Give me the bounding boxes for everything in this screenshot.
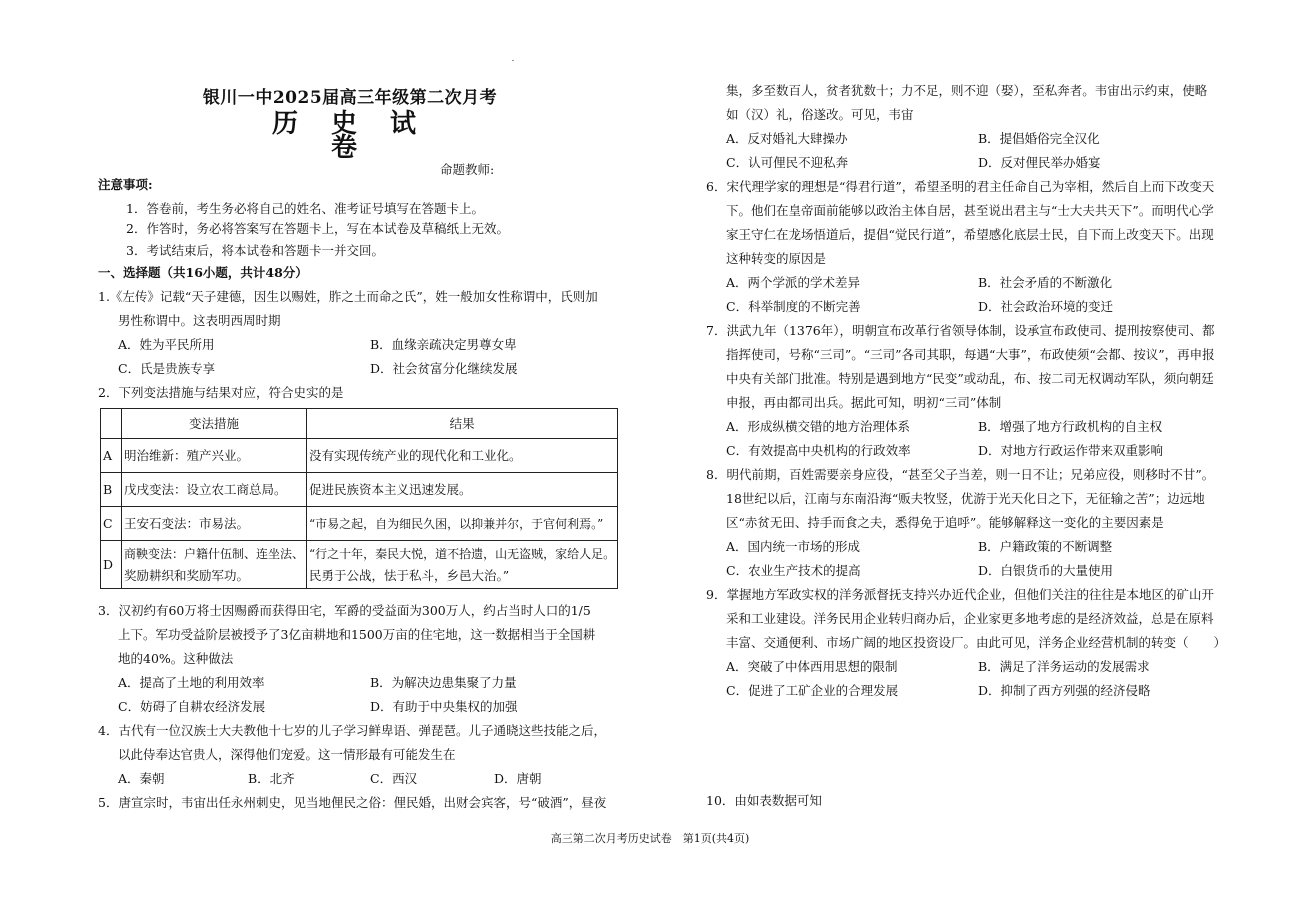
row-key: C: [101, 507, 122, 541]
q1-line-1: 1.《左传》记载“天子建德，因生以赐姓，胙之土而命之氏”，姓一般加女性称谓中，氏则加: [98, 289, 598, 304]
q7-line-1: 7．洪武九年（1376年），明朝宣布改革行省领导体制，设承宣布政使司、提刑按察使司、都: [706, 323, 1215, 338]
q9-line-2: 采和工业建设。洋务民用企业转归商办后，企业家更多地考虑的是经济效益，总是在原料: [726, 611, 1214, 626]
page-footer: 高三第二次月考历史试卷 第1页(共4页): [550, 832, 750, 845]
q8-line-1: 8．明代前期，百姓需要亲身应役，“甚至父子当差，则一日不让；兄弟应役，则移时不甘”。: [706, 467, 1215, 482]
notice-item-2: 2．作答时，务必将答案写在答题卡上，写在本试卷及草稿纸上无效。: [126, 221, 509, 236]
q7-option-c: C．有效提高中央机构的行政效率: [726, 443, 911, 458]
notice-heading: 注意事项:: [98, 177, 153, 192]
q6-option-b: B．社会矛盾的不断激化: [978, 275, 1113, 290]
q2-stem: 2．下列变法措施与结果对应，符合史实的是: [98, 385, 344, 400]
row-measure-line-1: 商鞅变法：户籍什伍制、连坐法、: [124, 546, 305, 561]
notice-item-1: 1．答卷前，考生务必将自己的姓名、准考证号填写在答题卡上。: [126, 201, 484, 216]
table-header-row: [101, 409, 618, 439]
q4-line-2: 以此侍奉达官贵人，深得他们宠爱。这一情形最有可能发生在: [118, 747, 456, 762]
q4-option-b: B．北齐: [248, 771, 295, 786]
q10-stem: 10．由如表数据可知: [706, 793, 822, 808]
q3-line-1: 3．汉初约有60万将士因赐爵而获得田宅，军爵的受益面为300万人，约占当时人口的1/5: [98, 603, 591, 618]
table-header-key: [101, 409, 122, 439]
q9-option-b: B．满足了洋务运动的发展需求: [978, 659, 1150, 674]
row-result: 促进民族资本主义迅速发展。: [307, 473, 618, 507]
row-result: 没有实现传统产业的现代化和工业化。: [307, 439, 618, 473]
table-row: [101, 439, 618, 473]
q4-line-1: 4．古代有一位汉族士大夫教他十七岁的儿子学习鲜卑语、弹琵琶。儿子通晓这些技能之后，: [98, 723, 606, 738]
q1-option-c: C．氏是贵族专享: [118, 361, 216, 376]
subject-title: 历 史 试 卷: [271, 109, 429, 163]
q3-option-b: B．为解决边患集聚了力量: [370, 675, 517, 690]
q1-option-a: A．姓为平民所用: [118, 337, 215, 352]
row-key: D: [101, 541, 122, 589]
q5-option-c: C．认可俚民不迎私奔: [726, 155, 849, 170]
q5-option-d: D．反对俚民举办婚宴: [978, 155, 1101, 170]
q1-option-d: D．社会贫富分化继续发展: [370, 361, 518, 376]
row-result: [307, 541, 618, 589]
q6-line-2: 下。他们在皇帝面前能够以政治主体自居，甚至说出君主与“士大夫共天下”。而明代心学: [726, 203, 1214, 218]
q6-option-a: A．两个学派的学术差异: [726, 275, 861, 290]
row-measure: 明治维新：殖产兴业。: [122, 439, 307, 473]
row-result-line-2: 民勇于公战，怯于私斗，乡邑大治。”: [309, 567, 510, 583]
q1-option-b: B．血缘亲疏决定男尊女卑: [370, 337, 517, 352]
q6-line-4: 这种转变的原因是: [726, 251, 827, 266]
q7-option-b: B．增强了地方行政机构的自主权: [978, 419, 1163, 434]
q3-option-a: A．提高了土地的利用效率: [118, 675, 265, 690]
q8-option-a: A．国内统一市场的形成: [726, 539, 861, 554]
q4-option-d: D．唐朝: [494, 771, 542, 786]
teacher-label: 命题教师:: [440, 162, 495, 177]
q1-line-2: 男性称谓中。这表明西周时期: [118, 313, 281, 328]
q6-line-1: 6．宋代理学家的理想是“得君行道”，希望圣明的君主任命自己为宰相，然后自上而下改变天: [706, 179, 1215, 194]
section-heading: 一、选择题（共16小题，共计48分）: [98, 265, 308, 280]
table-header-measure: 变法措施: [122, 409, 307, 439]
scan-dot: [512, 60, 514, 61]
exam-title: 银川一中2025届高三年级第二次月考: [202, 88, 498, 108]
q9-option-c: C．促进了工矿企业的合理发展: [726, 683, 899, 698]
row-key: A: [101, 439, 122, 473]
q9-line-3: 丰富、交通便利、市场广阔的地区投资设厂。由此可见，洋务企业经营机制的转变（ ）: [726, 635, 1227, 650]
q6-line-3: 家王守仁在龙场悟道后，提倡“觉民行道”，希望感化底层士民，自下而上改变天下。出现: [726, 227, 1214, 242]
table-row: [101, 507, 618, 541]
row-measure-line-2: 奖励耕织和奖励军功。: [124, 567, 250, 583]
q7-line-4: 申报，再由都司出兵。据此可知，明初“三司”体制: [726, 395, 1002, 410]
notice-item-3: 3．考试结束后，将本试卷和答题卡一并交回。: [126, 243, 384, 258]
row-measure: [122, 541, 307, 589]
q9-line-1: 9．掌握地方军政实权的洋务派督抚支持兴办近代企业，但他们关注的往往是本地区的矿山开: [706, 587, 1214, 602]
q5-line-3: 如（汉）礼，俗遂改。可见，韦宙: [726, 107, 914, 122]
q8-option-c: C．农业生产技术的提高: [726, 563, 861, 578]
q6-option-c: C．科举制度的不断完善: [726, 299, 861, 314]
table-row: [101, 473, 618, 507]
q7-option-a: A．形成纵横交错的地方治理体系: [726, 419, 911, 434]
q3-line-3: 地的40%。这种做法: [118, 651, 234, 666]
q3-option-d: D．有助于中央集权的加强: [370, 699, 518, 714]
q4-option-c: C．西汉: [370, 771, 418, 786]
q5-line-2: 集，多至数百人，贫者犹数十；力不足，则不迎（娶），至私奔者。韦宙出示约束，使略: [726, 83, 1208, 98]
q5-line-1: 5．唐宣宗时，韦宙出任永州刺史，见当地俚民之俗：俚民婚，出财会宾客，号“破酒”，昼夜: [98, 795, 607, 810]
row-key: B: [101, 473, 122, 507]
q7-line-2: 指挥使司，号称“三司”。“三司”各司其职，每遇“大事”，布政使须“会都、按议”，再申报: [726, 347, 1215, 362]
q8-option-d: D．白银货币的大量使用: [978, 563, 1114, 578]
q9-option-d: D．抑制了西方列强的经济侵略: [978, 683, 1151, 698]
q8-option-b: B．户籍政策的不断调整: [978, 539, 1113, 554]
q7-option-d: D．对地方行政运作带来双重影响: [978, 443, 1164, 458]
q7-line-3: 中央有关部门批准。特别是遇到地方“民变”或动乱，布、按二司无权调动军队，须向朝廷: [726, 371, 1214, 386]
q2-table: [100, 408, 618, 589]
q9-option-a: A．突破了中体西用思想的限制: [726, 659, 898, 674]
q5-option-a: A．反对婚礼大肆操办: [726, 131, 848, 146]
row-result: “市易之起，自为细民久困，以抑兼并尔，于官何利焉。”: [307, 507, 618, 541]
q6-option-d: D．社会政治环境的变迁: [978, 299, 1114, 314]
q5-option-b: B．提倡婚俗完全汉化: [978, 131, 1100, 146]
table-row: [101, 541, 618, 589]
q4-option-a: A．秦朝: [118, 771, 165, 786]
table-header-result: 结果: [307, 409, 618, 439]
q3-line-2: 上下。军功受益阶层被授予了3亿亩耕地和1500万亩的住宅地，这一数据相当于全国耕: [118, 627, 596, 642]
q8-line-2: 18世纪以后，江南与东南沿海“贩夫牧竖，优游于光天化日之下，无征输之苦”；边远地: [726, 491, 1205, 506]
row-measure: 戊戌变法：设立农工商总局。: [122, 473, 307, 507]
q8-line-3: 区“赤贫无田、持手而食之夫，悉得免于追呼”。能够解释这一变化的主要因素是: [726, 515, 1164, 530]
q3-option-c: C．妨碍了自耕农经济发展: [118, 699, 266, 714]
row-measure: 王安石变法：市易法。: [122, 507, 307, 541]
row-result-line-1: “行之十年，秦民大悦，道不拾遗，山无盗贼，家给人足。: [309, 546, 616, 561]
